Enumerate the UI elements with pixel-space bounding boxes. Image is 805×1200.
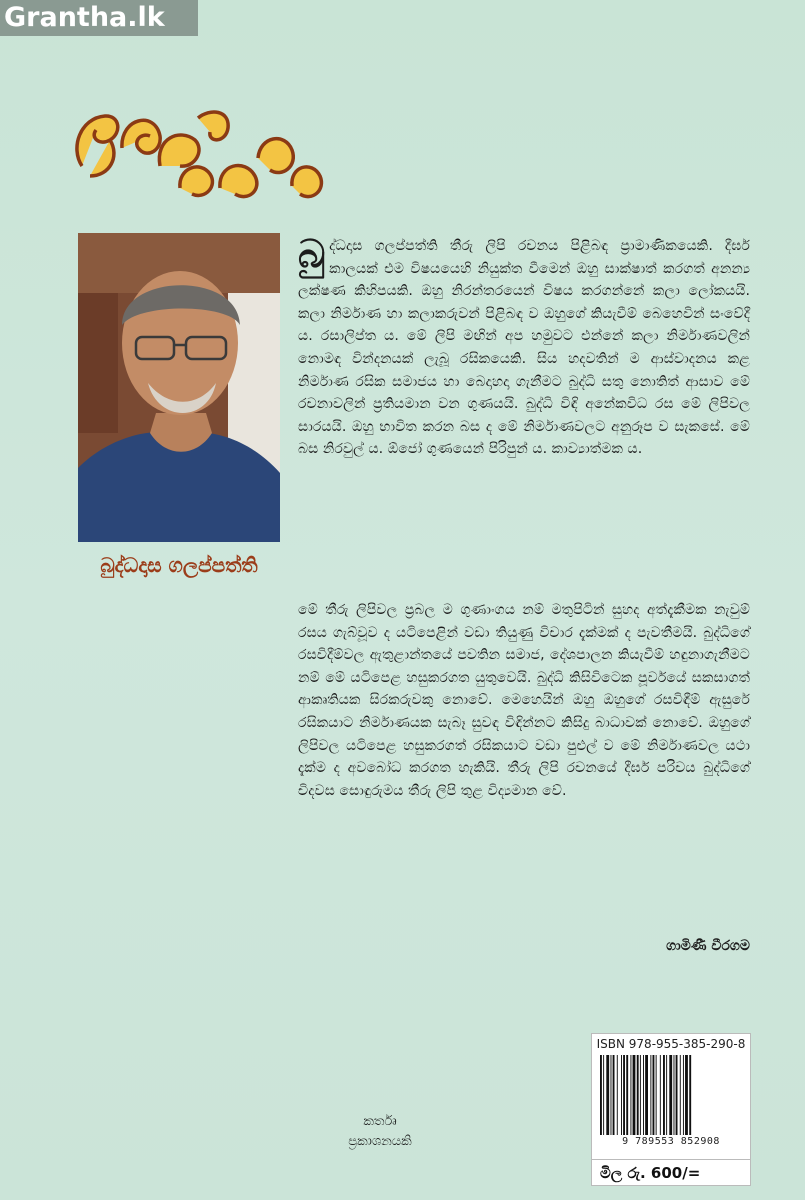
description-paragraph-1 — [298, 232, 750, 461]
publisher-mark — [300, 1112, 460, 1152]
site-watermark: Grantha.lk — [0, 0, 198, 36]
publisher-line-2: ප්‍රකාශනයකි — [348, 1134, 412, 1149]
reviewer-signature: ගාමිණී වීරගම — [666, 938, 750, 954]
isbn-barcode — [591, 1033, 751, 1160]
author-name: බුද්ධදාස ගලප්පත්ති — [100, 553, 258, 577]
price-label: මිල රු. 600/= — [591, 1160, 751, 1186]
isbn-label: ISBN 978-955-385-290-8 — [596, 1037, 746, 1051]
paragraph-1-text: ද්ධදාස ගලප්පත්ති තීරු ලිපි රචනය පිළිබඳ ප්‍රාමාණිකයෙකි. දීර්ඝ කාලයක් එම විෂයයෙහි නියුක්ත වීමෙන් ඔහු සාක්ෂාත් කරගත් අනන්‍ය ලක්ෂණ කිහිපයකි. ඔහු නිරන්තරයෙන් විෂය කරගන්නේ කලා ලෝකයයි. කලා නිර්මාණ හා කලාකරුවන් පිළිබඳ ව ඔහුගේ කියැවීම් බෙහෙවින් සංවේදී ය. රසාලිප්ත ය. මේ ලිපි මඟින් අප හමුවට එන්නේ කලා නිර්මාණවලින් නොමඳ වින්දනයක් ලැබූ රසිකයෙකි. සිය හදවතින් ම ආස්වාදනය කළ නිර්මාණ රසික සමාජය හා බෙදාහදා ගැනීමට බුද්ධි සතු නොතිත් ආසාව මේ රචනාවලින් ප්‍රතියමාන වන ගුණයයි. බුද්ධි විඳි අනේකවිධ රස මේ ලිපිවල සාරයයි. ඔහු භාවිත කරන බස ද මේ නිර්මාණවලට අනුරූප ව සැකසේ. මේ බස නිරවුල් ය. ඕජෝ ගුණයෙන් පිරිපුන් ය. කාව්‍යාත්මක ය. — [298, 238, 750, 458]
description-paragraph-2: මේ තීරු ලිපිවල ප්‍රබල ම ගුණාංගය නම් මතුපිටින් සුහද අත්දැකීමක නැවුම් රසය ගැබ්වූව ද යටිපෙළින් වඩා තියුණු විචාර දැක්මක් ද පැවතීමයි. බුද්ධිගේ රසවිදීම්වල ඇතුළාන්තයේ පවතින සමාජ, දේශපාලන කියැවීම් හඳුනාගැනීමට නම් මේ යටිපෙළ හසුකරගත යුතුවෙයි. බුද්ධි කිසිවිටෙක පූර්වයේ සකසාගත් ආකෘතියක සිරකරුවකු නොවේ. මෙහෙයින් ඔහු ඔහුගේ රසවිඳීම් ඇසුරේ රසිකයාට නිර්මාණයක සැබෑ සුවඳ විඳින්නට කිසිදු බාධාවක් නොවේ. ඔහුගේ ලිපිවල යටිපෙළ හසුකරගත් රසිකයාට වඩා පුළුල් ව මේ නිර්මාණවල යථා දැක්ම ද අවබෝධ කරගත හැකියි. තීරු ලිපි රචනයේ දීර්ඝ පරිචය බුද්ධිගේ චිදවස සොඳුරුමය තීරු ලිපි තුළ විද්‍යමාන වේ. — [298, 602, 750, 799]
drop-cap: බු — [298, 232, 326, 276]
book-title-logo — [60, 88, 330, 218]
barcode-digits: 9 789553 852908 — [622, 1136, 720, 1147]
barcode-bars — [600, 1055, 742, 1135]
author-photo — [78, 233, 280, 542]
publisher-line-1: කර්තෘ — [363, 1114, 397, 1129]
